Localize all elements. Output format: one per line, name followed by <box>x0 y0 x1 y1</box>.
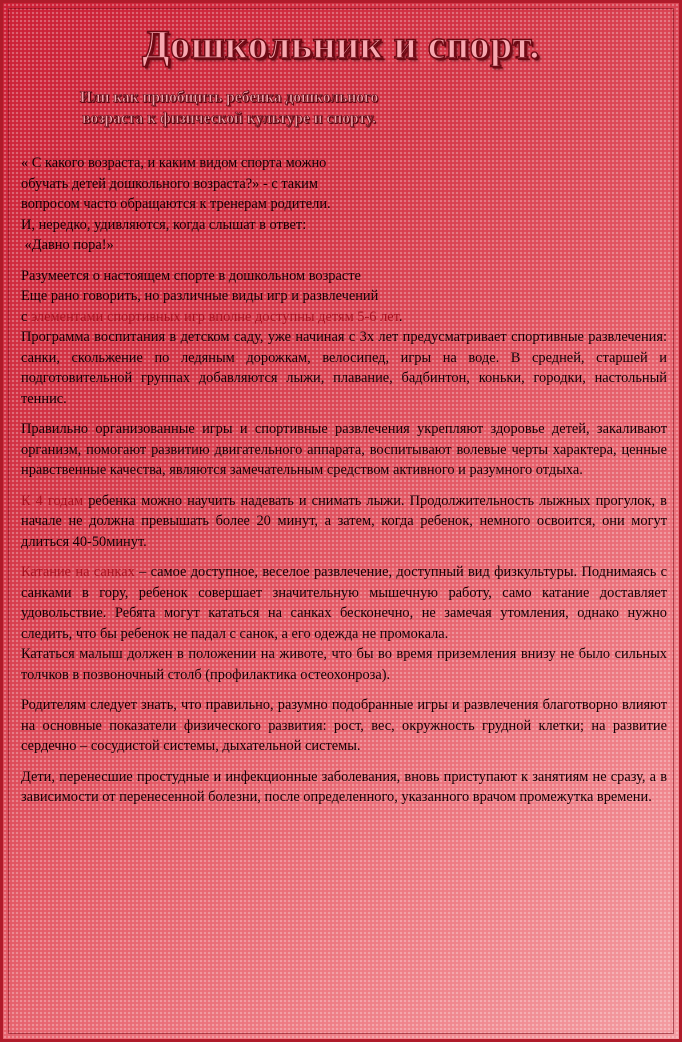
highlight-age-4: К 4 годам <box>21 492 84 509</box>
sports-age-paragraph <box>21 266 667 410</box>
recovery-paragraph: Дети, перенесшие простудные и инфекционные заболевания, вновь приступают к занятиям не сразу, а в зависимости от перенесенной болезни, после определенного, указанного врачом промежутка времени. <box>21 768 667 805</box>
subtitle-line-2: возраста к физической культуре и спорту. <box>82 110 376 127</box>
paragraph-line <box>21 307 667 328</box>
highlight-sledding: Катание на санках <box>21 564 135 580</box>
sledding-text: – самое доступное, веселое развлечение, доступный вид физкультуры. Поднимаясь с санками в гору, ребенок совершает значительную мышечную работу, само катание доставляет удовольствие. Ребята могут кататься на санках бесконечно, не замечая утомления, однако нужно следить, что бы ребенок не падал с санок, а его одежда не промокала. <box>21 564 668 642</box>
benefits-paragraph: Правильно организованные игры и спортивные развлечения укрепляют здоровье детей, закаливают организм, помогают развитию двигательного аппарата, воспитывают волевые черты характера, ценные нравственные качества, являются замечательным средством активного и разумного отдыха. <box>21 421 667 478</box>
intro-line: обучать детей дошкольного возраста?» - с таким <box>21 175 318 192</box>
paragraph-line: Еще рано говорить, но различные виды игр и развлечений <box>21 288 379 304</box>
highlight-sport-games-age: элементами спортивных игр вполне доступны детям 5-6 лет <box>31 308 399 325</box>
intro-line: вопросом часто обращаются к тренерам родители. <box>21 196 331 212</box>
paragraph-line-suffix: . <box>398 308 403 325</box>
paragraph-line-prefix: с <box>21 308 31 325</box>
skiing-text: ребенка можно научить надевать и снимать лыжи. Продолжительность лыжных прогулок, в начале не должна превышать более 20 минут, а затем, когда ребенок, немного освоится, они могут длиться 40-50минут. <box>21 492 667 550</box>
subtitle-line-1: Или как приобщить ребенка дошкольного <box>79 89 379 106</box>
parents-paragraph: Родителям следует знать, что правильно, разумно подобранные игры и развлечения благотворно влияют на основные показатели физического развития: рост, вес, окружность грудной клетки; на развитие сердечно – сосудистой системы, дыхательной системы. <box>21 697 667 754</box>
skiing-paragraph <box>21 491 667 553</box>
sledding-position-text: Кататься малыш должен в положении на животе, что бы во время приземления внизу не было сильных толчков в позвоночный столб (профилактика остеохонроза). <box>21 646 667 683</box>
program-text: Программа воспитания в детском саду, уже начиная с 3х лет предусматривает спортивные развлечения: санки, скольжение по ледяным дорожкам, велосипед, игры на воде. В средней, старшей и подготовительной группах добавляются лыжи, плавание, бадбинтон, коньки, городки, настольный теннис. <box>21 329 667 407</box>
subtitle <box>29 87 429 129</box>
sledding-paragraph <box>21 562 667 685</box>
article-body <box>21 153 667 818</box>
intro-line: « С какого возраста, и каким видом спорта можно <box>21 155 327 171</box>
intro-paragraph <box>21 153 667 256</box>
intro-line: И, нередко, удивляются, когда слышат в ответ: <box>21 216 307 233</box>
page-title: Дошкольник и спорт. <box>142 22 540 67</box>
paragraph-line: Разумеется о настоящем спорте в дошкольном возрасте <box>21 267 361 284</box>
intro-line: «Давно пора!» <box>21 237 114 253</box>
